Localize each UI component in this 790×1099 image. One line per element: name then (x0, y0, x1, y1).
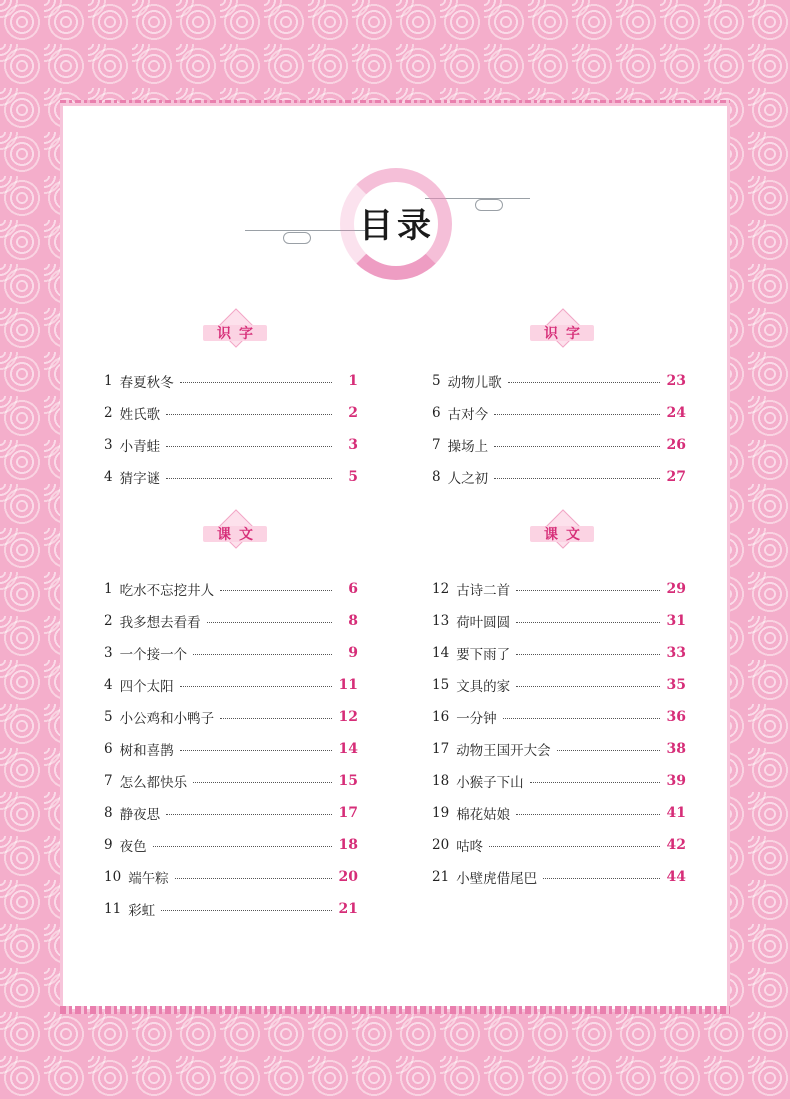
dot-leader (166, 446, 332, 447)
dot-leader (175, 878, 332, 879)
toc-entry-number: 21 (432, 869, 450, 885)
toc-entry-number: 15 (432, 677, 450, 693)
dot-leader (557, 750, 660, 751)
toc-entry[interactable] (432, 861, 686, 893)
toc-entry-page-number: 24 (666, 405, 686, 421)
cloud-swirl-icon (475, 199, 503, 211)
toc-list-left-kewen (104, 573, 358, 925)
dot-leader (193, 782, 332, 783)
toc-entry[interactable] (432, 573, 686, 605)
toc-entry-title: 怎么都快乐 (119, 775, 188, 791)
toc-entry-number: 16 (432, 709, 450, 725)
toc-entry-number: 2 (104, 613, 113, 629)
toc-entry-page-number: 18 (338, 837, 358, 853)
toc-entry-page-number: 39 (666, 773, 686, 789)
toc-entry-title: 要下雨了 (456, 647, 511, 663)
toc-entry[interactable] (104, 701, 358, 733)
toc-entry-page-number: 21 (338, 901, 358, 917)
toc-entry-page-number: 12 (338, 709, 358, 725)
toc-entry[interactable] (432, 765, 686, 797)
toc-entry[interactable] (104, 861, 358, 893)
toc-entry-number: 20 (432, 837, 450, 853)
dot-leader (516, 814, 660, 815)
toc-entry[interactable] (432, 429, 686, 461)
toc-entry-page-number: 14 (338, 741, 358, 757)
toc-entry-number: 2 (104, 405, 113, 421)
toc-entry-number: 9 (104, 837, 113, 853)
dot-leader (180, 686, 332, 687)
toc-entry-title: 一分钟 (456, 711, 497, 727)
toc-entry[interactable] (104, 605, 358, 637)
toc-entry[interactable] (104, 397, 358, 429)
toc-entry-page-number: 3 (348, 437, 358, 453)
toc-list-right-kewen (432, 573, 686, 893)
toc-entry-page-number: 17 (338, 805, 358, 821)
toc-entry[interactable] (104, 461, 358, 493)
toc-list-right-shizi (432, 365, 686, 493)
toc-entry-number: 10 (104, 869, 122, 885)
toc-entry-page-number: 2 (348, 405, 358, 421)
section-heading-label: 课文 (544, 527, 588, 543)
toc-entry-number: 3 (104, 645, 113, 661)
dot-leader (207, 622, 332, 623)
toc-entry-page-number: 6 (348, 581, 358, 597)
toc-entry-page-number: 5 (348, 469, 358, 485)
toc-entry-title: 夜色 (119, 839, 147, 855)
toc-entry-number: 5 (432, 373, 441, 389)
dot-leader (220, 590, 332, 591)
toc-entry-page-number: 41 (666, 805, 686, 821)
toc-entry[interactable] (104, 637, 358, 669)
toc-entry-page-number: 29 (666, 581, 686, 597)
toc-entry-number: 4 (104, 677, 113, 693)
toc-entry-title: 吃水不忘挖井人 (119, 583, 215, 599)
dot-leader (161, 910, 332, 911)
toc-entry-title: 操场上 (447, 439, 489, 455)
toc-entry[interactable] (432, 365, 686, 397)
toc-entry-number: 4 (104, 469, 113, 485)
dot-leader (180, 382, 332, 383)
toc-entry[interactable] (104, 829, 358, 861)
toc-entry[interactable] (432, 701, 686, 733)
toc-entry[interactable] (104, 733, 358, 765)
toc-entry[interactable] (104, 797, 358, 829)
toc-entry-title: 荷叶圆圆 (456, 615, 511, 631)
toc-entry-title: 动物儿歌 (447, 375, 502, 391)
page-title: 目录 (359, 206, 435, 246)
toc-entry-number: 6 (104, 741, 113, 757)
dot-leader (494, 446, 660, 447)
toc-entry-title: 文具的家 (456, 679, 511, 695)
dot-leader (489, 846, 660, 847)
section-heading-label: 识字 (217, 326, 261, 342)
toc-entry-page-number: 38 (666, 741, 686, 757)
toc-entry[interactable] (104, 669, 358, 701)
toc-entry-title: 四个太阳 (119, 679, 174, 695)
toc-entry-title: 人之初 (447, 471, 489, 487)
section-heading-label: 课文 (217, 527, 261, 543)
toc-entry-page-number: 36 (666, 709, 686, 725)
toc-entry[interactable] (432, 797, 686, 829)
toc-entry-number: 8 (432, 469, 441, 485)
toc-entry-page-number: 26 (666, 437, 686, 453)
section-heading-right-shizi (530, 320, 594, 346)
section-heading-right-kewen (530, 521, 594, 547)
dot-leader (166, 414, 332, 415)
toc-entry-title: 端午粽 (128, 871, 169, 887)
toc-entry-number: 13 (432, 613, 450, 629)
toc-entry-number: 6 (432, 405, 441, 421)
toc-entry-number: 7 (432, 437, 441, 453)
toc-list-left-shizi (104, 365, 358, 493)
toc-entry[interactable] (432, 733, 686, 765)
toc-entry-title: 咕咚 (456, 839, 484, 855)
dot-leader (494, 478, 660, 479)
toc-entry-number: 1 (104, 373, 113, 389)
toc-entry-number: 11 (104, 901, 122, 917)
toc-entry-title: 彩虹 (128, 903, 156, 919)
toc-entry-page-number: 33 (666, 645, 686, 661)
title-block (245, 168, 545, 288)
toc-entry[interactable] (104, 429, 358, 461)
dot-leader (530, 782, 660, 783)
toc-entry-title: 树和喜鹊 (119, 743, 174, 759)
toc-entry-number: 7 (104, 773, 113, 789)
toc-entry-page-number: 15 (338, 773, 358, 789)
dot-leader (508, 382, 660, 383)
toc-entry-page-number: 20 (338, 869, 358, 885)
toc-entry-number: 19 (432, 805, 450, 821)
dot-leader (220, 718, 332, 719)
dot-leader (180, 750, 332, 751)
section-heading-label: 识字 (544, 326, 588, 342)
toc-entry-page-number: 44 (666, 869, 686, 885)
cloud-swirl-icon (283, 232, 311, 244)
toc-entry-title: 棉花姑娘 (456, 807, 511, 823)
toc-entry-page-number: 31 (666, 613, 686, 629)
toc-entry[interactable] (432, 397, 686, 429)
toc-entry-number: 17 (432, 741, 450, 757)
toc-entry-number: 8 (104, 805, 113, 821)
toc-entry-number: 14 (432, 645, 450, 661)
toc-entry[interactable] (104, 893, 358, 925)
toc-entry-number: 5 (104, 709, 113, 725)
toc-entry-title: 小公鸡和小鸭子 (119, 711, 215, 727)
toc-entry-title: 动物王国开大会 (456, 743, 551, 759)
toc-entry-title: 古诗二首 (456, 583, 511, 599)
toc-entry-page-number: 11 (338, 677, 358, 693)
dot-leader (166, 478, 332, 479)
dot-leader (516, 654, 660, 655)
dot-leader (503, 718, 660, 719)
toc-entry-page-number: 1 (348, 373, 358, 389)
toc-entry[interactable] (432, 605, 686, 637)
dot-leader (516, 686, 660, 687)
toc-entry-page-number: 35 (666, 677, 686, 693)
section-heading-left-shizi (203, 320, 267, 346)
toc-entry[interactable] (432, 669, 686, 701)
toc-entry-page-number: 9 (348, 645, 358, 661)
toc-entry-title: 姓氏歌 (119, 407, 161, 423)
dot-leader (193, 654, 332, 655)
toc-entry-page-number: 42 (666, 837, 686, 853)
toc-entry-title: 静夜思 (119, 807, 161, 823)
toc-entry-page-number: 27 (666, 469, 686, 485)
toc-entry[interactable] (432, 461, 686, 493)
toc-entry-title: 猜字谜 (119, 471, 161, 487)
toc-entry-number: 18 (432, 773, 450, 789)
toc-entry-title: 一个接一个 (119, 647, 188, 663)
toc-entry-number: 1 (104, 581, 113, 597)
dot-leader (494, 414, 660, 415)
dot-leader (153, 846, 332, 847)
toc-entry[interactable] (104, 365, 358, 397)
toc-entry-number: 3 (104, 437, 113, 453)
toc-entry-title: 古对今 (447, 407, 489, 423)
toc-entry-page-number: 23 (666, 373, 686, 389)
toc-entry-title: 小猴子下山 (456, 775, 524, 791)
toc-entry-title: 小壁虎借尾巴 (456, 871, 538, 887)
toc-entry-page-number: 8 (348, 613, 358, 629)
section-heading-left-kewen (203, 521, 267, 547)
toc-entry-number: 12 (432, 581, 450, 597)
dot-leader (516, 622, 660, 623)
toc-entry-title: 春夏秋冬 (119, 375, 174, 391)
toc-entry-title: 小青蛙 (119, 439, 161, 455)
toc-entry[interactable] (104, 765, 358, 797)
toc-entry-title: 我多想去看看 (119, 615, 201, 631)
toc-entry[interactable] (432, 829, 686, 861)
dot-leader (166, 814, 332, 815)
decorative-border-bottom (60, 1006, 730, 1014)
dot-leader (543, 878, 660, 879)
dot-leader (516, 590, 660, 591)
toc-entry[interactable] (432, 637, 686, 669)
toc-entry[interactable] (104, 573, 358, 605)
